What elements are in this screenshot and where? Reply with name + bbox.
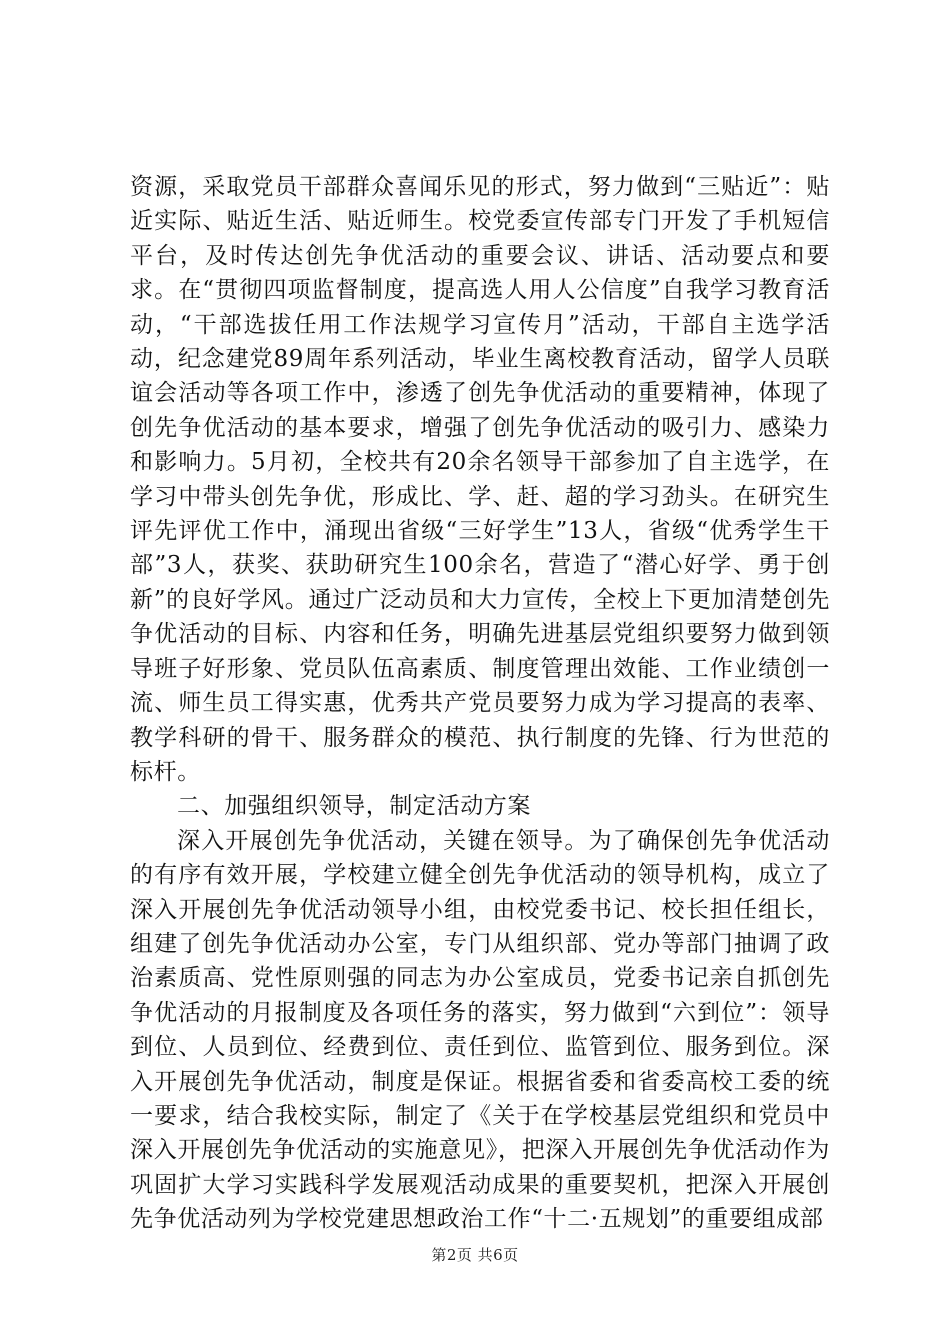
paragraph-continuation: 资源，采取党员干部群众喜闻乐见的形式，努力做到“三贴近”：贴近实际、贴近生活、贴近师生。校党委宣传部专门开发了手机短信平台，及时传达创先争优活动的重要会议、讲话、活动要点和要求。在“贯彻四项监督制度，提高选人用人公信度”自我学习教育活动，“干部选拔任用工作法规学习宣传月”活动，干部自主选学活动，纪念建党89周年系列活动，毕业生离校教育活动，留学人员联谊会活动等各项工作中，渗透了创先争优活动的重要精神，体现了创先争优活动的基本要求，增强了创先争优活动的吸引力、感染力和影响力。5月初，全校共有20余名领导干部参加了自主选学，在学习中带头创先争优，形成比、学、赶、超的学习劲头。在研究生评先评优工作中，涌现出省级“三好学生”13人，省级“优秀学生干部”3人，获奖、获助研究生100余名，营造了“潜心好学、勇于创新”的良好学风。通过广泛动员和大力宣传，全校上下更加清楚创先争优活动的目标、内容和任务，明确先进基层党组织要努力做到领导班子好形象、党员队伍高素质、制度管理出效能、工作业绩创一流、师生员工得实惠，优秀共产党员要努力成为学习提高的表率、教学科研的骨干、服务群众的模范、执行制度的先锋、行为世范的标杆。 xyxy=(130,174,830,785)
page-footer: 第2页 共6页 xyxy=(431,1246,519,1264)
paragraph-leadership: 深入开展创先争优活动，关键在领导。为了确保创先争优活动的有序有效开展，学校建立健全创先争优活动的领导机构，成立了深入开展创先争优活动领导小组，由校党委书记、校长担任组长，组建了创先争优活动办公室，专门从组织部、党办等部门抽调了政治素质高、党性原则强的同志为办公室成员，党委书记亲自抓创先争优活动的月报制度及各项任务的落实，努力做到“六到位”：领导到位、人员到位、经费到位、责任到位、监管到位、服务到位。深入开展创先争优活动，制度是保证。根据省委和省委高校工委的统一要求，结合我校实际，制定了《关于在学校基层党组织和党员中深入开展创先争优活动的实施意见》，把深入开展创先争优活动作为巩固扩大学习实践科学发展观活动成果的重要契机，把深入开展创先争优活动列为学校党建思想政治工作“十二·五规划”的重要组成部 xyxy=(130,827,830,1233)
section-heading: 二、加强组织领导，制定活动方案 xyxy=(177,793,531,820)
document-body xyxy=(130,170,830,1237)
